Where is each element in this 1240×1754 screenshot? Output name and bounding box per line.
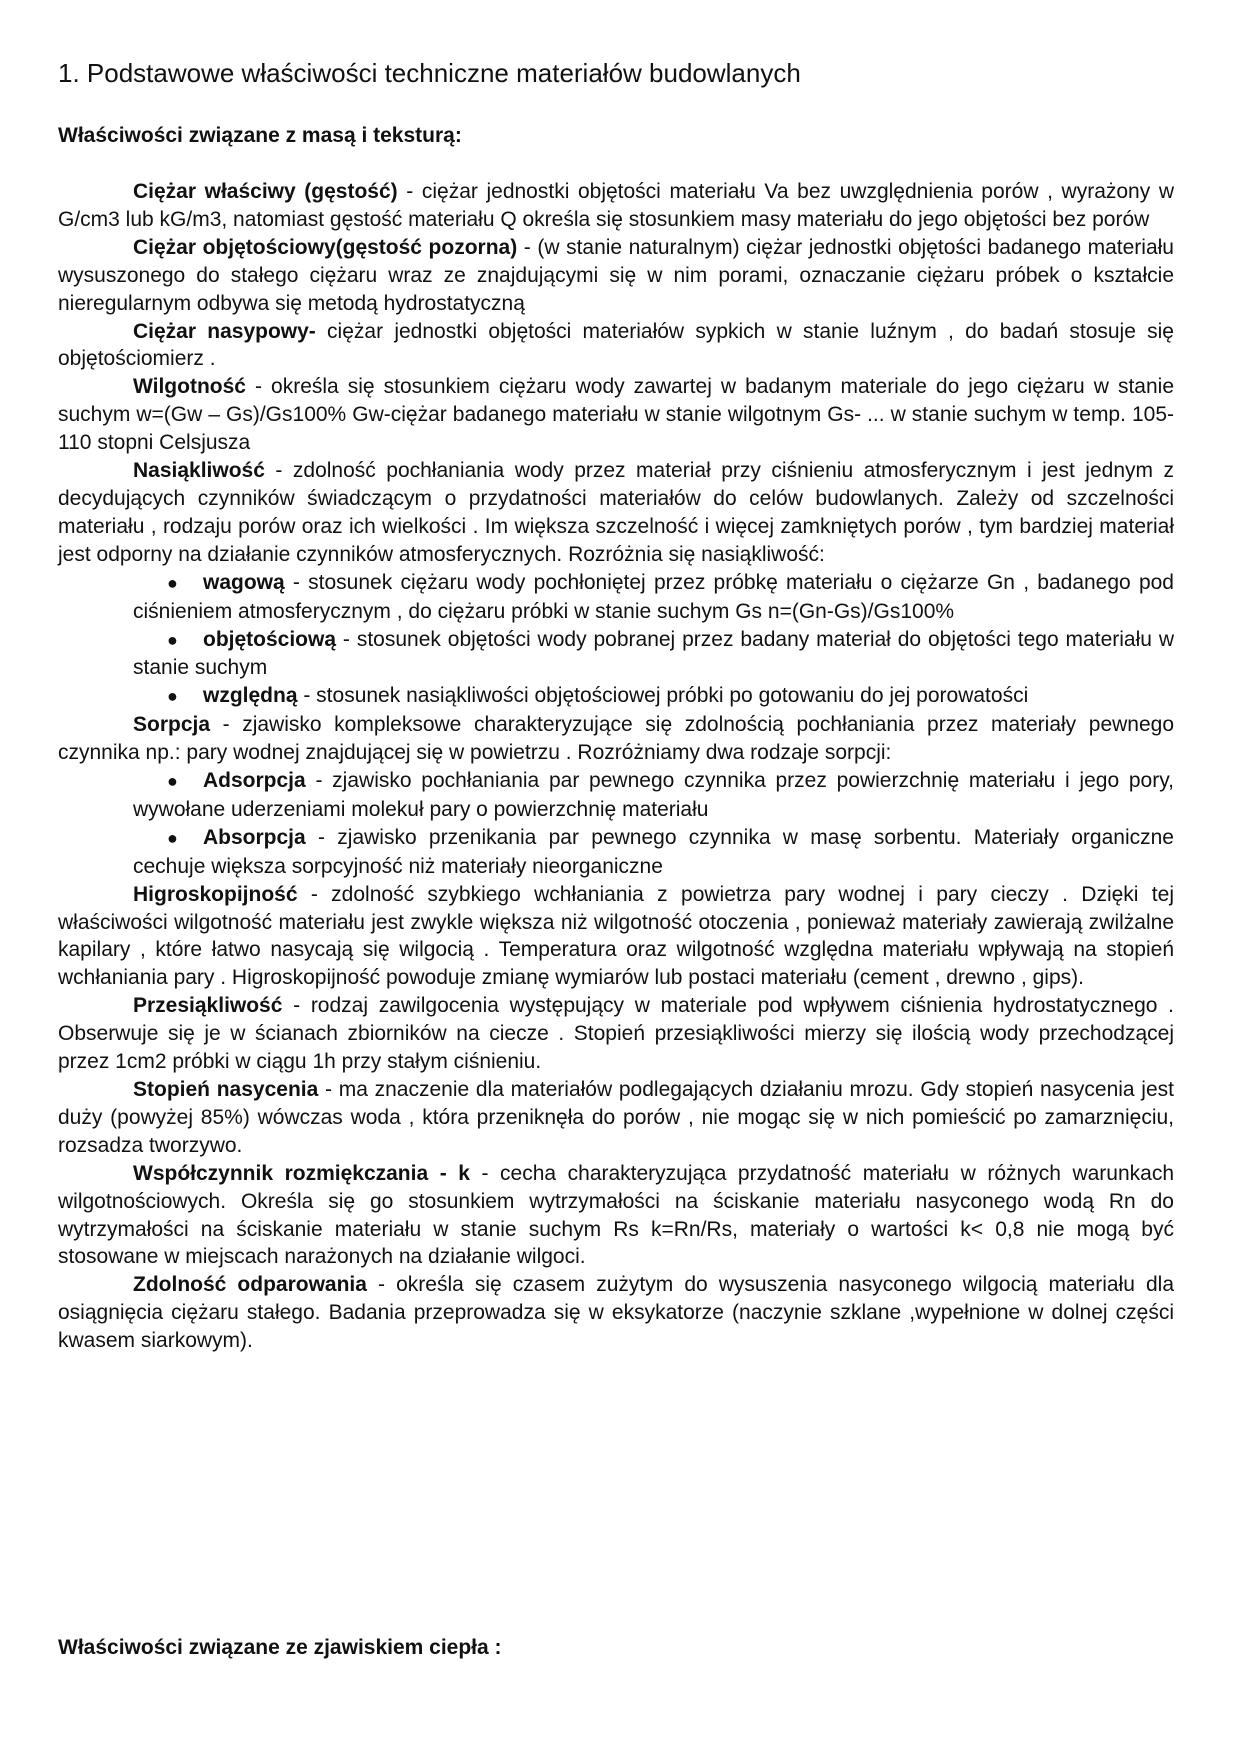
term: względną bbox=[203, 684, 298, 708]
paragraph bbox=[58, 318, 1174, 374]
definition: - określa się czasem zużytym do wysuszenia nasyconego wilgocią materiału dla osiągnięcia ciężaru stałego. Badania przeprowadza się w eksykatorze (naczynie szklane ,wypełnione w dolnej części kwasem siarkowym). bbox=[58, 1273, 1174, 1353]
definition: - określa się stosunkiem ciężaru wody zawartej w badanym materiale do jego ciężaru w stanie suchym w=(Gw – Gs)/Gs100% Gw-ciężar badanego materiału w stanie wilgotnym Gs- ... w stanie suchym w temp. 105-110 stopni Celsjusza bbox=[58, 375, 1174, 455]
definition: - zjawisko kompleksowe charakteryzujące się zdolnością pochłaniania przez materiały pewnego czynnika np.: pary wodnej znajdującej się w powietrzu . Rozróżniamy dwa rodzaje sorpcji: bbox=[58, 713, 1174, 765]
section-heading-mass-texture: Właściwości związane z masą i teksturą: bbox=[58, 124, 462, 147]
definition: - zjawisko pochłaniania par pewnego czynnika przez powierzchnię materiału i jego pory, wywołane uderzeniami molekuł pary o powierzchnię materiału bbox=[133, 769, 1174, 821]
document-title: 1. Podstawowe właściwości techniczne materiałów budowlanych bbox=[58, 58, 801, 88]
term: Higroskopijność bbox=[133, 882, 298, 906]
paragraph bbox=[58, 178, 1174, 234]
paragraph bbox=[58, 1271, 1174, 1355]
definition: ciężar jednostki objętości materiałów sypkich w stanie luźnym , do badań stosuje się objętościomierz . bbox=[58, 319, 1174, 371]
bullet-list-sorption bbox=[58, 767, 1174, 881]
term: Sorpcja bbox=[133, 713, 211, 737]
term: Ciężar objętościowy(gęstość pozorna) bbox=[133, 235, 518, 259]
term: wagową bbox=[203, 570, 285, 594]
definition: - zjawisko przenikania par pewnego czynnika w masę sorbentu. Materiały organiczne cechuje większa sorpcyjność niż materiały nieorganiczne bbox=[133, 825, 1174, 878]
bullet-list-absorption bbox=[58, 569, 1174, 712]
term: Absorpcja bbox=[203, 825, 306, 849]
definition: - rodzaj zawilgocenia występujący w materiale pod wpływem ciśnienia hydrostatycznego . Obserwuje się je w ścianach zbiorników na ciecze . Stopień przesiąkliwości mierzy się ilością wody przechodzącej przez 1cm2 próbki w ciągu 1h przy stałym ciśnieniu. bbox=[58, 994, 1174, 1074]
definition: - stosunek objętości wody pobranej przez badany materiał do objętości tego materiału w stanie suchym bbox=[133, 627, 1174, 680]
paragraph bbox=[58, 992, 1174, 1076]
term: Współczynnik rozmiękczania - k bbox=[133, 1161, 470, 1185]
paragraph bbox=[58, 1076, 1174, 1160]
list-item bbox=[133, 682, 1174, 711]
definition: - zdolność szybkiego wchłaniania z powietrza pary wodnej i pary cieczy . Dzięki tej właściwości wilgotność materiału jest zwykle większa niż wilgotność otoczenia , ponieważ materiały zawierają zwilżalne kapilary , które łatwo nasycają się wilgocią . Temperatura oraz wilgotność względna materiału wpływają na stopień wchłaniania pary . Higroskopijność powoduje zmianę wymiarów lub postaci materiału (cement , drewno , gips). bbox=[58, 882, 1174, 990]
list-item bbox=[133, 569, 1174, 626]
definition: - cecha charakteryzująca przydatność materiału w różnych warunkach wilgotnościowych. Określa się go stosunkiem wytrzymałości na ściskanie materiału nasyconego wodą Rn do wytrzymałości na ściskanie materiału w stanie suchym Rs k=Rn/Rs, materiały o wartości k< 0,8 nie mogą być stosowane w miejscach narażonych na działanie wilgoci. bbox=[58, 1161, 1175, 1269]
bullet-icon: ● bbox=[167, 686, 178, 707]
bullet-icon: ● bbox=[167, 629, 178, 650]
bullet-icon: ● bbox=[167, 827, 178, 848]
term: Stopień nasycenia bbox=[133, 1078, 319, 1101]
term: Ciężar właściwy (gęstość) bbox=[133, 180, 398, 203]
term: Nasiąkliwość bbox=[133, 459, 265, 483]
list-item bbox=[133, 824, 1174, 881]
definition: - zdolność pochłaniania wody przez materiał przy ciśnieniu atmosferycznym i jest jednym z decydujących czynników świadczącym o przydatności materiałów do celów budowlanych. Zależy od szczelności materiału , rodzaju porów oraz ich wielkości . Im większa szczelność i więcej zamkniętych porów , tym bardziej materiał jest odporny na działanie czynników atmosferycznych. Rozróżnia się nasiąkliwość: bbox=[58, 459, 1174, 566]
term: Ciężar nasypowy- bbox=[133, 319, 316, 343]
bullet-icon: ● bbox=[167, 771, 178, 792]
definition: - ma znaczenie dla materiałów podlegających działaniu mrozu. Gdy stopień nasycenia jest duży (powyżej 85%) wówczas woda , która przeniknęła do porów , nie mogąc się w nich pomieścić po zamarznięciu, rozsadza tworzywo. bbox=[58, 1078, 1174, 1157]
definition: - stosunek ciężaru wody pochłoniętej przez próbkę materiału o ciężarze Gn , badanego pod ciśnieniem atmosferycznym , do ciężaru próbki w stanie suchym Gs n=(Gn-Gs)/Gs100% bbox=[133, 570, 1174, 623]
definition: - (w stanie naturalnym) ciężar jednostki objętości badanego materiału wysuszonego do stałego ciężaru wraz ze znajdującymi się w nim porami, oznaczanie ciężaru próbek o kształcie nieregularnym odbywa się metodą hydrostatyczną bbox=[58, 235, 1174, 315]
paragraph bbox=[58, 1160, 1174, 1272]
paragraph bbox=[58, 457, 1174, 569]
paragraph bbox=[58, 373, 1174, 457]
term: objętościową bbox=[203, 627, 337, 651]
paragraph bbox=[58, 711, 1174, 767]
paragraph bbox=[58, 234, 1174, 318]
definition: - stosunek nasiąkliwości objętościowej próbki po gotowaniu do jej porowatości bbox=[297, 684, 1029, 708]
definition: - ciężar jednostki objętości materiału Va bez uwzględnienia porów , wyrażony w G/cm3 lub kG/m3, natomiast gęstość materiału Q określa się stosunkiem masy materiału do jego objętości bez porów bbox=[58, 180, 1175, 231]
list-item bbox=[133, 767, 1174, 824]
document-body bbox=[58, 178, 1174, 1355]
list-item bbox=[133, 626, 1174, 683]
term: Zdolność odparowania bbox=[133, 1273, 367, 1297]
term: Przesiąkliwość bbox=[133, 994, 283, 1018]
paragraph bbox=[58, 881, 1174, 993]
term: Wilgotność bbox=[133, 375, 246, 399]
bullet-icon: ● bbox=[167, 572, 178, 593]
section-heading-heat: Właściwości związane ze zjawiskiem ciepła : bbox=[58, 1636, 502, 1659]
term: Adsorpcja bbox=[203, 769, 306, 793]
